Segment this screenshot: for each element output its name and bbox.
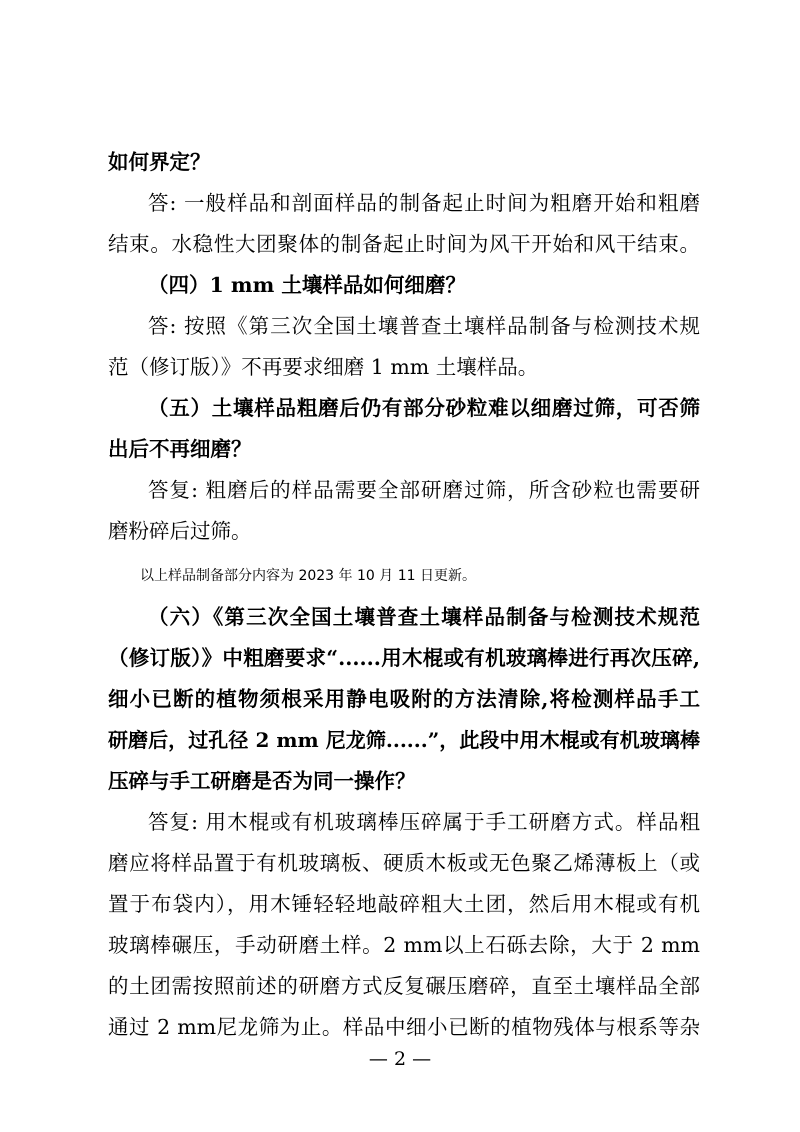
answer-line: 磨应将样品置于有机玻璃板、硬质木板或无色聚乙烯薄板上（或 [108,851,700,875]
answer-line: 置于布袋内），用木锤轻轻地敲碎粗大土团，然后用木棍或有机 [108,892,700,916]
answer-line: 通过 2 mm尼龙筛为止。样品中细小已断的植物残体与根系等杂 [108,1015,700,1039]
question-heading: （修订版）》中粗磨要求“......用木棍或有机玻璃棒进行再次压碎, [108,646,700,670]
answer-line: 答复: 粗磨后的样品需要全部研磨过筛，所含砂粒也需要研 [148,478,700,502]
question-heading: 细小已断的植物须根采用静电吸附的方法清除,将检测样品手工 [108,687,700,711]
question-heading: （四）1 mm 土壤样品如何细磨？ [148,273,466,297]
question-heading: （五）土壤样品粗磨后仍有部分砂粒难以细磨过筛，可否筛 [148,396,700,420]
answer-line: 磨粉碎后过筛。 [108,519,252,543]
update-note: 以上样品制备部分内容为 2023 年 10 月 11 日更新。 [140,568,476,584]
answer-line: 玻璃棒碾压，手动研磨土样。2 mm以上石砾去除，大于 2 mm [108,933,700,957]
answer-line: 答: 一般样品和剖面样品的制备起止时间为粗磨开始和粗磨 [148,191,700,215]
answer-line: 的土团需按照前述的研磨方式反复碾压磨碎，直至土壤样品全部 [108,974,700,998]
page-number: — 2 — [368,1048,432,1070]
text-line: 如何界定？ [108,150,211,174]
answer-line: 结束。水稳性大团聚体的制备起止时间为风干开始和风干结束。 [108,232,700,256]
question-heading: 研磨后，过孔径 2 mm 尼龙筛......”，此段中用木棍或有机玻璃棒 [108,728,700,752]
answer-line: 范（修订版）》不再要求细磨 1 mm 土壤样品。 [108,355,539,379]
question-heading: 出后不再细磨？ [108,437,252,461]
question-heading: 压碎与手工研磨是否为同一操作？ [108,769,416,793]
question-heading: （六）《第三次全国土壤普查土壤样品制备与检测技术规范 [148,605,700,629]
answer-line: 答复: 用木棍或有机玻璃棒压碎属于手工研磨方式。样品粗 [148,810,700,834]
answer-line: 答: 按照《第三次全国土壤普查土壤样品制备与检测技术规 [148,314,700,338]
document-body [108,142,700,1048]
